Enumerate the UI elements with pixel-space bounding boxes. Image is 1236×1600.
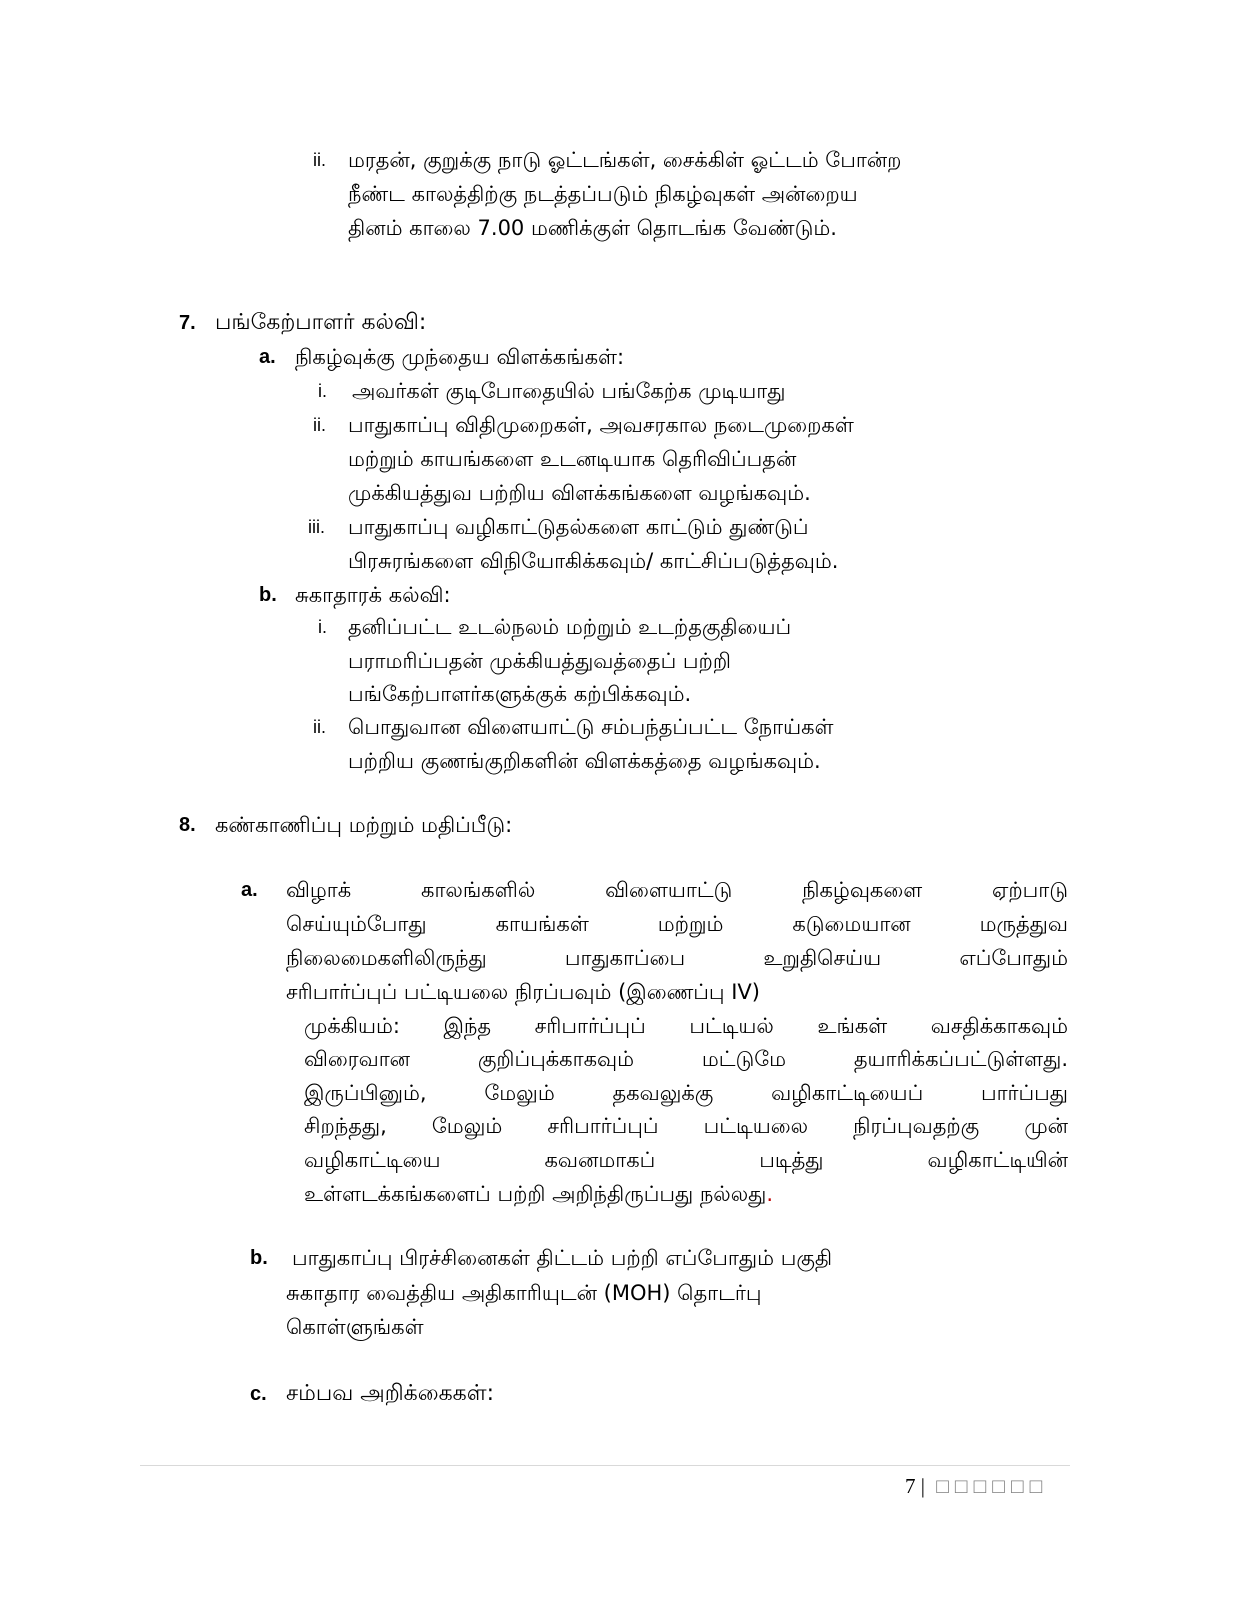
paragraph-line: சரிபார்ப்புப் பட்டியலை நிரப்பவும் (இணைப்பு IV) bbox=[286, 980, 760, 1004]
subsection-title: சம்பவ அறிக்கைகள்: bbox=[286, 1381, 494, 1406]
paragraph-line: விழாக் காலங்களில் விளையாட்டு நிகழ்வுகளை ஏற்பாடு bbox=[286, 878, 1068, 902]
footer-placeholder-glyphs: □□□□□□ bbox=[936, 1474, 1049, 1498]
list-marker: iii. bbox=[308, 517, 325, 537]
note-line: வழிகாட்டியை கவனமாகப் படித்து வழிகாட்டியின் bbox=[304, 1148, 1068, 1172]
paragraph-line: பற்றிய குணங்குறிகளின் விளக்கத்தை வழங்கவும். bbox=[348, 749, 821, 773]
list-marker: i. bbox=[318, 381, 327, 401]
paragraph-line: தினம் காலை 7.00 மணிக்குள் தொடங்க வேண்டும். bbox=[348, 216, 837, 240]
footer-divider bbox=[140, 1465, 1070, 1466]
paragraph-line: பொதுவான விளையாட்டு சம்பந்தப்பட்ட நோய்கள் bbox=[348, 715, 834, 739]
paragraph-line: நீண்ட காலத்திற்கு நடத்தப்படும் நிகழ்வுகள் அன்றைய bbox=[348, 182, 858, 206]
subsection-marker: a. bbox=[241, 879, 258, 901]
list-marker: i. bbox=[318, 617, 327, 637]
subsection-marker: a. bbox=[259, 346, 276, 368]
section-title: கண்காணிப்பு மற்றும் மதிப்பீடு: bbox=[215, 813, 513, 837]
paragraph-line: தனிப்பட்ட உடல்நலம் மற்றும் உடற்தகுதியைப் bbox=[348, 615, 792, 639]
paragraph-line: கொள்ளுங்கள் bbox=[286, 1315, 424, 1339]
paragraph-line: நிலைமைகளிலிருந்து பாதுகாப்பை உறுதிசெய்ய எப்போதும் bbox=[286, 946, 1068, 970]
section-number: 7. bbox=[179, 312, 196, 334]
section-number: 8. bbox=[179, 814, 196, 836]
note-line bbox=[304, 1177, 773, 1211]
paragraph-line: செய்யும்போது காயங்கள் மற்றும் கடுமையான மருத்துவ bbox=[286, 912, 1068, 936]
note-line: இருப்பினும், மேலும் தகவலுக்கு வழிகாட்டியைப் பார்ப்பது bbox=[304, 1081, 1068, 1105]
paragraph-line: சுகாதார வைத்திய அதிகாரியுடன் (MOH) தொடர்பு bbox=[286, 1281, 762, 1305]
paragraph-line: பாதுகாப்பு விதிமுறைகள், அவசரகால நடைமுறைகள் bbox=[348, 413, 854, 437]
section-title: பங்கேற்பாளர் கல்வி: bbox=[215, 310, 427, 335]
paragraph-line: பாதுகாப்பு வழிகாட்டுதல்களை காட்டும் துண்டுப் bbox=[348, 515, 809, 539]
paragraph-line: அவர்கள் குடிபோதையில் பங்கேற்க முடியாது bbox=[352, 379, 786, 403]
note-line: சிறந்தது, மேலும் சரிபார்ப்புப் பட்டியலை நிரப்புவதற்கு முன் bbox=[304, 1114, 1068, 1138]
list-marker: ii. bbox=[313, 415, 326, 435]
paragraph-line: பங்கேற்பாளர்களுக்குக் கற்பிக்கவும். bbox=[348, 682, 692, 706]
paragraph-line: மரதன், குறுக்கு நாடு ஓட்டங்கள், சைக்கிள் ஓட்டம் போன்ற bbox=[348, 148, 902, 172]
footer-separator: | bbox=[920, 1474, 925, 1498]
note-line: முக்கியம்: இந்த சரிபார்ப்புப் பட்டியல் உங்கள் வசதிக்காகவும் bbox=[304, 1014, 1068, 1038]
note-last-period: . bbox=[766, 1182, 774, 1206]
note-line: விரைவான குறிப்புக்காகவும் மட்டுமே தயாரிக்கப்பட்டுள்ளது. bbox=[304, 1047, 1068, 1071]
page-footer bbox=[905, 1471, 1048, 1501]
note-last-text: உள்ளடக்கங்களைப் பற்றி அறிந்திருப்பது நல்லது bbox=[304, 1182, 767, 1206]
subsection-title: நிகழ்வுக்கு முந்தைய விளக்கங்கள்: bbox=[295, 345, 625, 369]
list-marker: ii. bbox=[313, 150, 326, 170]
paragraph-line: மற்றும் காயங்களை உடனடியாக தெரிவிப்பதன் bbox=[348, 447, 797, 471]
paragraph-line: பாதுகாப்பு பிரச்சினைகள் திட்டம் பற்றி எப்போதும் பகுதி bbox=[292, 1246, 833, 1270]
paragraph-line: பிரசுரங்களை விநியோகிக்கவும்/ காட்சிப்படுத்தவும். bbox=[348, 549, 839, 573]
subsection-marker: b. bbox=[259, 584, 277, 606]
paragraph-line: முக்கியத்துவ பற்றிய விளக்கங்களை வழங்கவும். bbox=[348, 481, 811, 505]
list-marker: ii. bbox=[313, 717, 326, 737]
page-number: 7 bbox=[905, 1474, 916, 1498]
subsection-title: சுகாதாரக் கல்வி: bbox=[295, 583, 451, 607]
subsection-marker: c. bbox=[250, 1383, 267, 1405]
paragraph-line: பராமரிப்பதன் முக்கியத்துவத்தைப் பற்றி bbox=[348, 649, 731, 673]
subsection-marker: b. bbox=[250, 1247, 268, 1269]
